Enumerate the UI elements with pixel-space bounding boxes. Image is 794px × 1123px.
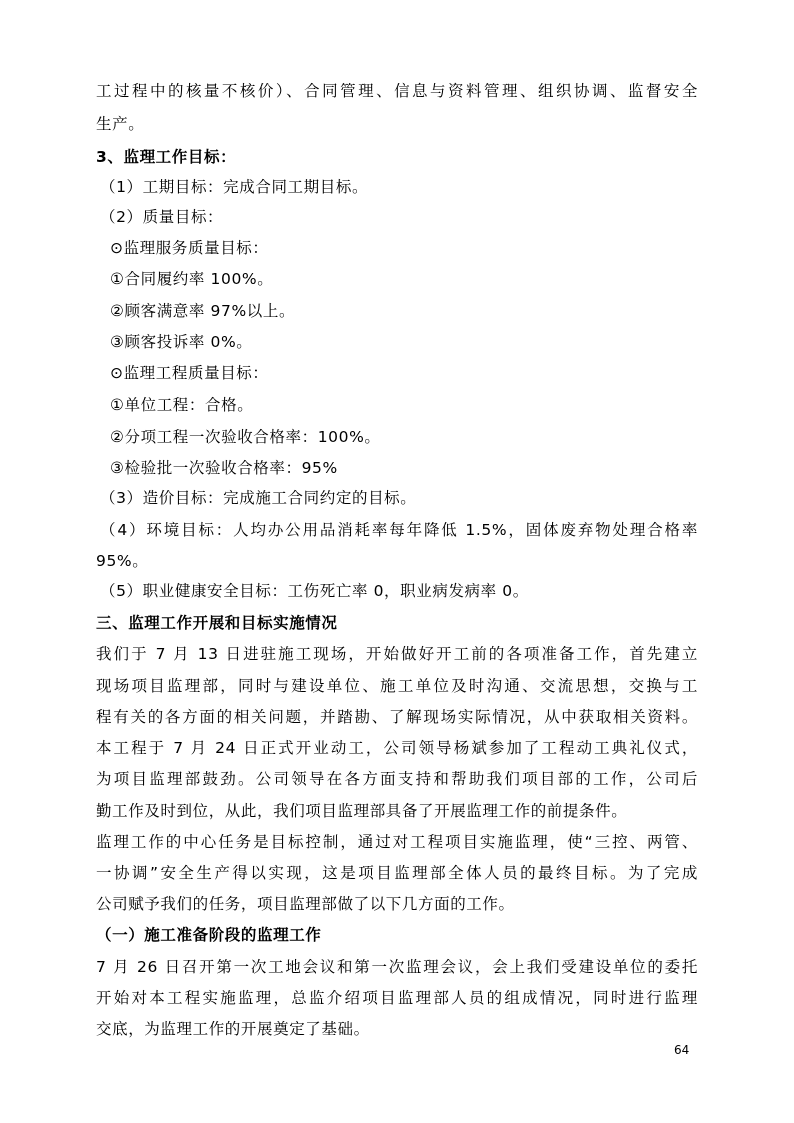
text-line-14: （3）造价目标：完成施工合同约定的目标。 bbox=[100, 489, 417, 507]
subsection-heading-1: （一）施工准备阶段的监理工作 bbox=[96, 926, 322, 944]
text-line-9: ③顾客投诉率 0%。 bbox=[110, 333, 253, 351]
text-line-12: ②分项工程一次验收合格率：100%。 bbox=[110, 428, 381, 446]
text-line-11: ①单位工程：合格。 bbox=[110, 396, 254, 414]
text-line-8: ②顾客满意率 97%以上。 bbox=[110, 302, 296, 320]
text-line-26: 一协调”安全生产得以实现，这是项目监理部全体人员的最终目标。为了完成 bbox=[96, 864, 698, 882]
text-line-19: 我们于 7 月 13 日进驻施工现场，开始做好开工前的各项准备工作，首先建立 bbox=[96, 645, 698, 663]
text-line-21: 程有关的各方面的相关问题，并踏勘、了解现场实际情况，从中获取相关资料。 bbox=[96, 708, 698, 726]
text-line-22: 本工程于 7 月 24 日正式开业动工，公司领导杨斌参加了工程动工典礼仪式， bbox=[96, 739, 698, 757]
text-line-23: 为项目监理部鼓劲。公司领导在各方面支持和帮助我们项目部的工作，公司后 bbox=[96, 770, 698, 788]
text-line-30: 开始对本工程实施监理，总监介绍项目监理部人员的组成情况，同时进行监理 bbox=[96, 989, 698, 1007]
text-line-24: 勤工作及时到位，从此，我们项目监理部具备了开展监理工作的前提条件。 bbox=[96, 802, 628, 820]
text-line-15: （4）环境目标：人均办公用品消耗率每年降低 1.5%，固体废弃物处理合格率 bbox=[100, 521, 698, 539]
page-number: 64 bbox=[674, 1043, 690, 1057]
text-line-27: 公司赋予我们的任务，项目监理部做了以下几方面的工作。 bbox=[96, 895, 515, 913]
text-line-29: 7 月 26 日召开第一次工地会议和第一次监理会议，会上我们受建设单位的委托 bbox=[96, 958, 698, 976]
text-line-6: ⊙监理服务质量目标： bbox=[110, 239, 269, 257]
text-line-20: 现场项目监理部，同时与建设单位、施工单位及时沟通、交流思想，交换与工 bbox=[96, 677, 698, 695]
text-line-31: 交底，为监理工作的开展奠定了基础。 bbox=[96, 1020, 370, 1038]
text-line-2: 生产。 bbox=[96, 115, 145, 133]
text-line-5: （2）质量目标： bbox=[100, 208, 224, 226]
text-line-16: 95%。 bbox=[96, 552, 149, 570]
section-heading-3-main: 三、监理工作开展和目标实施情况 bbox=[96, 614, 338, 632]
text-line-25: 监理工作的中心任务是目标控制，通过对工程项目实施监理，使“三控、两管、 bbox=[96, 833, 698, 851]
section-heading-3: 3、监理工作目标： bbox=[96, 148, 237, 166]
text-line-4: （1）工期目标：完成合同工期目标。 bbox=[100, 178, 369, 196]
text-line-10: ⊙监理工程质量目标： bbox=[110, 364, 269, 382]
text-line-7: ①合同履约率 100%。 bbox=[110, 270, 274, 288]
text-line-17: （5）职业健康安全目标：工伤死亡率 0，职业病发病率 0。 bbox=[100, 582, 529, 600]
text-line-13: ③检验批一次验收合格率：95% bbox=[110, 459, 338, 477]
text-line-1: 工过程中的核量不核价）、合同管理、信息与资料管理、组织协调、监督安全 bbox=[96, 82, 698, 100]
